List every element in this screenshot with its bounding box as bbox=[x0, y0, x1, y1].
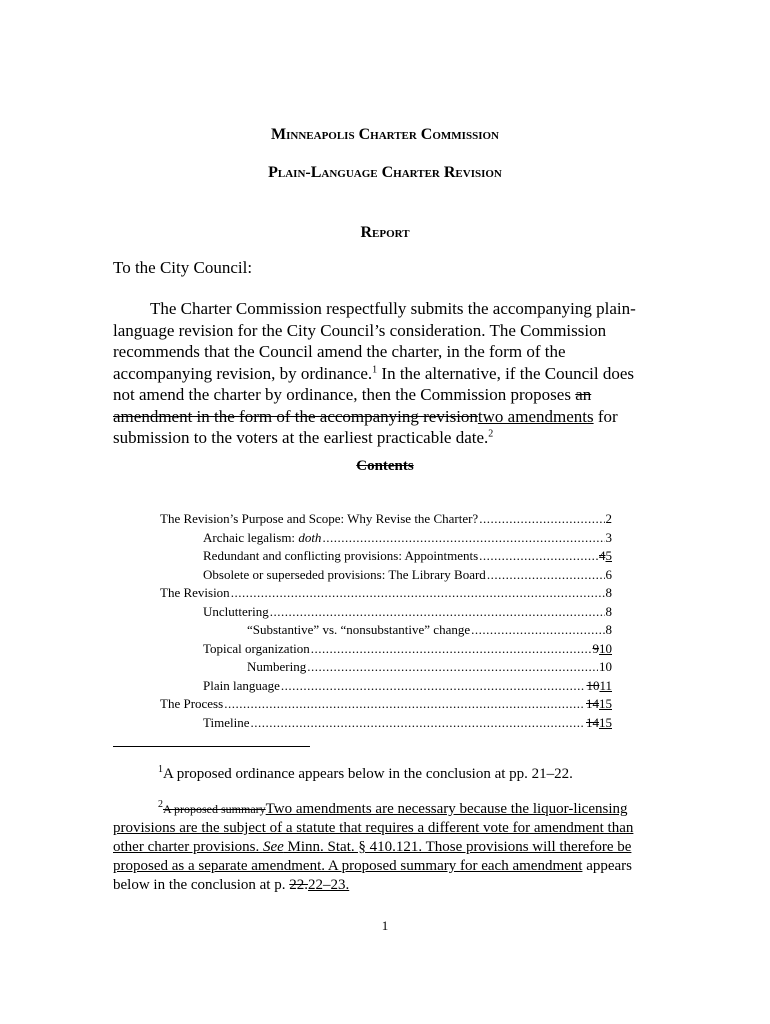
toc-leader-dots bbox=[231, 584, 605, 603]
toc-entry-page bbox=[586, 695, 612, 714]
toc-page-number: 8 bbox=[605, 622, 612, 637]
body-paragraph bbox=[113, 298, 659, 449]
toc-entry-label-text: The Revision bbox=[160, 585, 230, 600]
toc-page-number: 6 bbox=[605, 566, 612, 582]
footnote-1 bbox=[113, 765, 659, 784]
toc-entry-label-text: Redundant and conflicting provisions: Appointments bbox=[203, 548, 479, 563]
footnote-2-deleted-b: 22. bbox=[289, 877, 308, 893]
body-text-a: The Charter Commission respectfully submits the accompanying plain-language revision for the City Council’s consideration. The Commission recommends that the Council amend the charter, in the form of the accompanying revision, by ordinance. bbox=[113, 299, 636, 383]
salutation: To the City Council: bbox=[113, 258, 253, 277]
toc-entry-label bbox=[160, 695, 223, 714]
footnote-2 bbox=[113, 800, 659, 895]
toc-entry-label-text: The Process bbox=[160, 696, 224, 711]
toc-entry-label bbox=[203, 603, 269, 622]
toc-entry-page bbox=[599, 658, 612, 677]
toc-page-number: 8 bbox=[605, 585, 612, 600]
toc-page-inserted: 10 bbox=[599, 640, 612, 656]
footnote-2-inserted-a: Two amendments are necessary because the liquor-licensing provisions are the subject of a statute that requires a different vote for amendment than other charter provisions. bbox=[113, 801, 634, 855]
toc-entry bbox=[160, 714, 612, 733]
toc-entry-label bbox=[247, 621, 470, 640]
toc-entry-label-text: Uncluttering bbox=[203, 603, 269, 619]
toc-leader-dots bbox=[479, 547, 598, 566]
toc-entry-page bbox=[593, 640, 613, 659]
toc-entry-label bbox=[160, 510, 478, 529]
toc-entry bbox=[160, 640, 612, 659]
toc-entry-page bbox=[606, 603, 613, 622]
toc-entry-label-text: “Substantive” vs. “nonsubstantive” change bbox=[247, 622, 471, 637]
deleted-text: an amendment in the form of the accompanying revision bbox=[113, 385, 592, 426]
toc-leader-dots bbox=[281, 677, 586, 696]
contents-heading-text: Contents bbox=[356, 458, 414, 474]
toc-page-number: 3 bbox=[605, 529, 612, 545]
toc-entry bbox=[160, 621, 612, 640]
toc-page-number: 2 bbox=[605, 511, 612, 526]
toc-leader-dots bbox=[250, 714, 585, 733]
toc-entry-label-text: Plain language bbox=[203, 677, 280, 693]
footnote-ref-1: 1 bbox=[372, 363, 378, 375]
toc-leader-dots bbox=[479, 510, 604, 529]
toc-page-deleted: 14 bbox=[586, 696, 599, 711]
toc-entry-label bbox=[203, 677, 280, 696]
title-commission: Minneapolis Charter Commission bbox=[271, 126, 499, 143]
toc-entry bbox=[160, 510, 612, 529]
toc-page-number: 10 bbox=[599, 659, 612, 674]
toc-page-deleted: 14 bbox=[586, 714, 599, 730]
footnote-1-text: A proposed ordinance appears below in the conclusion at pp. 21–22. bbox=[163, 766, 573, 782]
footnote-2-text-a: appears below in the conclusion at p. bbox=[113, 858, 632, 893]
toc-entry-page bbox=[606, 621, 613, 640]
contents-heading bbox=[0, 458, 770, 475]
toc-page-deleted: 10 bbox=[586, 677, 600, 693]
toc-entry-label bbox=[203, 547, 478, 566]
toc-entry-page bbox=[606, 584, 613, 603]
toc-entry-label-text: Topical organization bbox=[203, 640, 310, 656]
footnote-2-inserted-italic bbox=[263, 839, 284, 855]
toc-entry-label bbox=[160, 584, 230, 603]
body-text-c: for submission to the voters at the earliest practicable date. bbox=[113, 406, 618, 447]
footnote-2-inserted-b: Minn. Stat. § 410.121. Those provisions will therefore be proposed as a separate amendment. A proposed summary for each amendment bbox=[113, 839, 632, 874]
title-report: Report bbox=[360, 224, 410, 241]
toc-page-inserted: 5 bbox=[605, 548, 612, 563]
toc-leader-dots bbox=[471, 621, 604, 640]
toc-entry bbox=[160, 529, 612, 548]
toc-page-inserted: 15 bbox=[599, 696, 612, 711]
toc-page-number: 8 bbox=[605, 603, 612, 619]
toc-page-inserted: 15 bbox=[599, 714, 612, 730]
inserted-text: two amendments bbox=[477, 406, 594, 426]
footnote-1-number: 1 bbox=[158, 764, 163, 775]
footnote-divider bbox=[113, 746, 310, 747]
footnote-2-see: See bbox=[262, 839, 284, 855]
toc-page-deleted: 4 bbox=[599, 548, 606, 563]
toc-entry-page bbox=[606, 510, 613, 529]
table-of-contents bbox=[160, 510, 612, 732]
toc-entry-label-text: Numbering bbox=[247, 659, 307, 674]
toc-entry-page bbox=[606, 566, 613, 585]
toc-entry-page bbox=[586, 677, 612, 696]
toc-entry bbox=[160, 547, 612, 566]
toc-entry-label-text: The Revision’s Purpose and Scope: Why Revise the Charter? bbox=[160, 511, 479, 526]
toc-page-deleted: 9 bbox=[592, 640, 599, 656]
toc-entry-label-text: Archaic legalism: bbox=[203, 529, 299, 545]
toc-entry bbox=[160, 566, 612, 585]
toc-entry-label-italic: doth bbox=[298, 529, 322, 545]
toc-leader-dots bbox=[311, 640, 592, 659]
footnote-2-number: 2 bbox=[158, 799, 163, 810]
body-text-b: In the alternative, if the Council does not amend the charter by ordinance, then the Commission proposes bbox=[113, 363, 634, 404]
toc-entry bbox=[160, 584, 612, 603]
toc-leader-dots bbox=[224, 695, 585, 714]
toc-entry bbox=[160, 677, 612, 696]
footnote-2-inserted-c: 22–23. bbox=[307, 877, 350, 893]
toc-entry-label bbox=[247, 658, 306, 677]
toc-page-inserted: 11 bbox=[599, 677, 612, 693]
toc-entry-label bbox=[203, 714, 249, 733]
toc-entry-page bbox=[599, 547, 612, 566]
toc-leader-dots bbox=[322, 529, 604, 548]
toc-entry-label-text: Timeline bbox=[203, 714, 250, 730]
toc-entry-label bbox=[203, 566, 486, 585]
toc-leader-dots bbox=[307, 658, 598, 677]
toc-entry-label-text: Obsolete or superseded provisions: The Library Board bbox=[203, 566, 486, 582]
page-number: 1 bbox=[381, 918, 389, 933]
footnote-2-deleted: A proposed summary bbox=[163, 802, 266, 816]
toc-entry-label bbox=[203, 529, 321, 548]
toc-leader-dots bbox=[487, 566, 605, 585]
toc-entry-page bbox=[606, 529, 613, 548]
toc-leader-dots bbox=[270, 603, 605, 622]
toc-entry-label bbox=[203, 640, 310, 659]
footnote-ref-2: 2 bbox=[488, 428, 494, 440]
toc-entry-page bbox=[586, 714, 612, 733]
toc-entry bbox=[160, 603, 612, 622]
toc-entry bbox=[160, 658, 612, 677]
toc-entry bbox=[160, 695, 612, 714]
title-revision: Plain-Language Charter Revision bbox=[268, 164, 502, 181]
